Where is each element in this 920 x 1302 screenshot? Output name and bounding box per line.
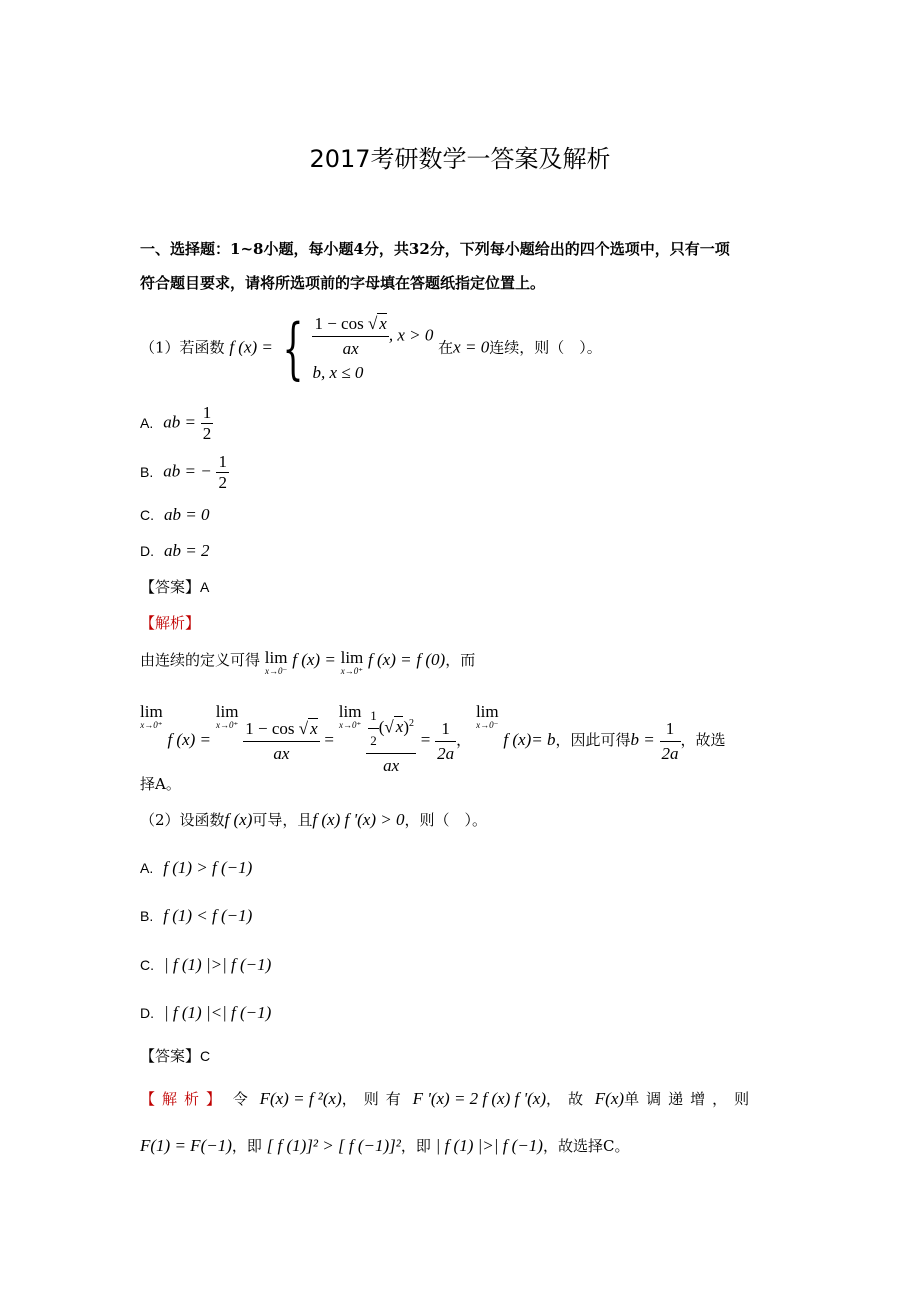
q2-option-d: D. | f (1) |<| f (−1)	[140, 1003, 272, 1022]
q2-answer: 【答案】C	[140, 1047, 211, 1065]
q1-option-d: D. ab = 2	[140, 541, 210, 560]
q2-option-a: A. f (1) > f (−1)	[140, 858, 253, 877]
q2-analysis-line1: 【解析】 令 F(x) = f ²(x)，则有 F '(x) = 2 f (x) f '(x)，故 F(x)单调递增，则	[140, 1089, 757, 1108]
q2-option-c: C. | f (1) |>| f (−1)	[140, 955, 272, 974]
q1-analysis-line3: 择A。	[140, 775, 181, 793]
q2-analysis-line2: F(1) = F(−1)，即 [ f (1)]² > [ f (−1)]²，即 | f (1) |>| f (−1)，故选择C。	[140, 1136, 630, 1155]
q2-stem: （2）设函数f (x)可导，且f (x) f '(x) > 0，则（ ）。	[140, 810, 487, 829]
q2-option-b: B. f (1) < f (−1)	[140, 906, 253, 925]
case2: b, x ≤ 0	[312, 363, 364, 382]
q1-analysis-label: 【解析】	[140, 614, 201, 632]
section-heading-line1: 一、选择题：1~8小题，每小题4分，共32分，下列每小题给出的四个选项中，只有一项	[140, 240, 730, 258]
case1-fraction: $\frac{1 - \cos √ x}{ax}$	[314, 314, 387, 358]
left-brace: {	[282, 309, 304, 387]
q1-analysis-line2: lim x→0⁺ f (x) = lim x→0⁺ $\frac{1 - \cos √ x}{ax}$ = lim x→0⁺ $\frac{1}{2}$ (√ x)$^2$ ax = $\frac{1}{2a}$ ， lim x→0⁻ f (x)= b，因此可得b = $\frac{1}{2a}$ ，故选	[140, 702, 726, 775]
q1-analysis-line1: 由连续的定义可得 lim x→0⁻ f (x) = lim x→0⁺ f (x) = f (0)，而	[140, 648, 476, 676]
q1-answer: 【答案】A	[140, 578, 210, 596]
page-title: 2017考研数学一答案及解析	[309, 145, 611, 173]
q1-option-b: B. ab = − $\frac{1}{2}$	[140, 452, 227, 492]
q1-option-a: A. ab = $\frac{1}{2}$	[140, 403, 212, 443]
q1-stem: （1）若函数 f (x) = { $\frac{1 - \cos √ x}{ax}$ , x > 0 b, x ≤ 0 在x = 0连续，则（ ）。	[140, 309, 602, 387]
piecewise-cases: $\frac{1 - \cos √ x}{ax}$ , x > 0 b, x ≤ 0	[312, 312, 433, 385]
q2-analysis-label: 【解析】	[140, 1090, 229, 1108]
q1-option-c: C. ab = 0	[140, 505, 210, 524]
section-heading-line2: 符合题目要求，请将所选项前的字母填在答题纸指定位置上。	[140, 274, 546, 292]
